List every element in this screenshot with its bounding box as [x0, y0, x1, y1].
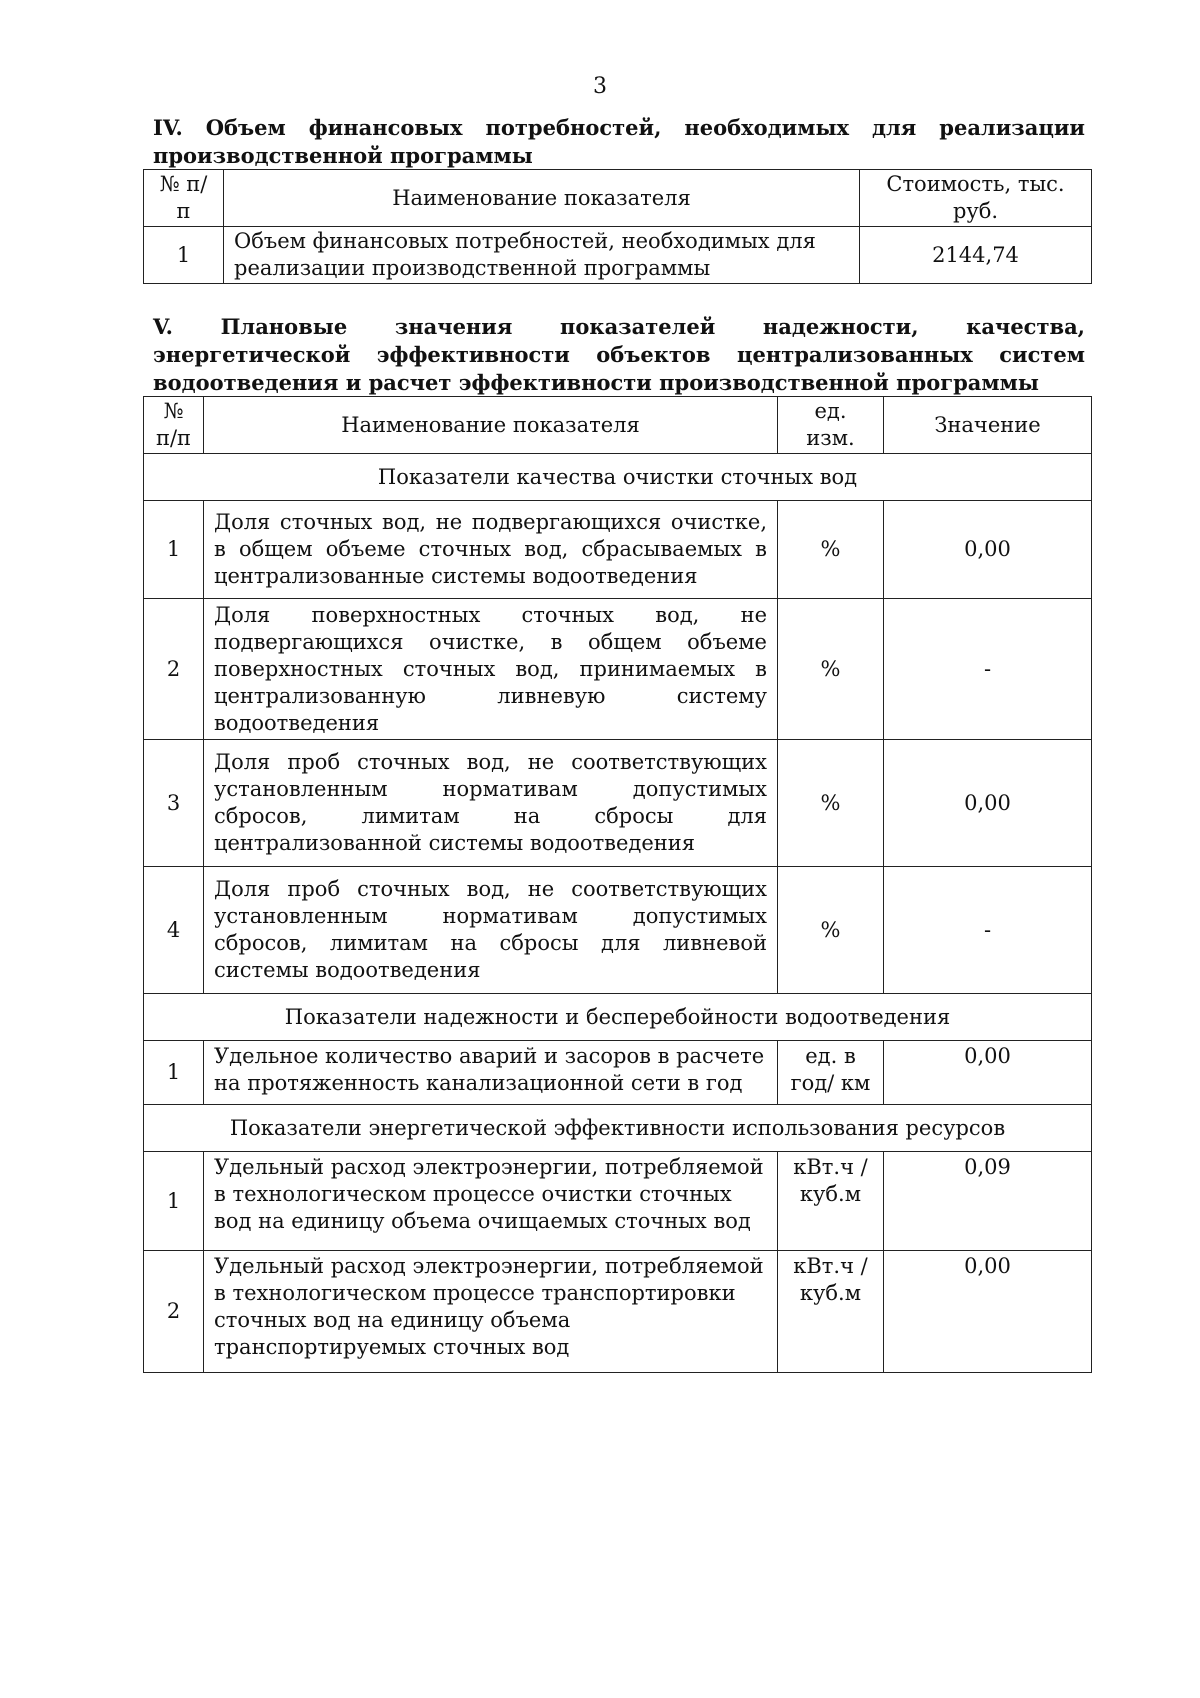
- row-value: -: [884, 599, 1092, 740]
- row-unit: кВт.ч / куб.м: [778, 1152, 884, 1251]
- table-header-row: [144, 170, 1092, 227]
- row-unit: кВт.ч / куб.м: [778, 1251, 884, 1373]
- section-5-title: V. Плановые значения показателей надежности, качества, энергетической эффективности объектов централизованных систем водоотведения и расчет эффективности производственной программы: [153, 314, 1085, 395]
- table-row: [144, 1251, 1092, 1373]
- row-name: Удельный расход электроэнергии, потребляемой в технологическом процессе очистки сточных вод на единицу объема очищаемых сточных вод: [204, 1152, 778, 1251]
- header-unit: ед. изм.: [778, 397, 884, 454]
- row-name: Доля проб сточных вод, не соответствующих установленным нормативам допустимых сбросов, лимитам на сбросы для централизованной системы водоотведения: [204, 740, 778, 867]
- header-value: Значение: [884, 397, 1092, 454]
- header-name: Наименование показателя: [224, 170, 860, 227]
- row-unit: %: [778, 599, 884, 740]
- row-num: 1: [144, 1152, 204, 1251]
- row-value: 0,09: [884, 1152, 1092, 1251]
- indicators-table: [143, 396, 1092, 1373]
- group-title: Показатели надежности и бесперебойности водоотведения: [144, 994, 1092, 1041]
- row-num: 4: [144, 867, 204, 994]
- row-unit: %: [778, 867, 884, 994]
- row-num: 2: [144, 1251, 204, 1373]
- table-row: [144, 1152, 1092, 1251]
- row-unit: %: [778, 740, 884, 867]
- row-value: 0,00: [884, 740, 1092, 867]
- row-num: 2: [144, 599, 204, 740]
- row-num: 3: [144, 740, 204, 867]
- table-row: [144, 599, 1092, 740]
- row-name: Удельный расход электроэнергии, потребляемой в технологическом процессе транспортировки сточных вод на единицу объема транспортируемых сточных вод: [204, 1251, 778, 1373]
- section-4-title: IV. Объем финансовых потребностей, необходимых для реализации производственной программы: [153, 115, 1085, 168]
- group-title: Показатели энергетической эффективности использования ресурсов: [144, 1105, 1092, 1152]
- row-value: 0,00: [884, 1041, 1092, 1105]
- row-unit: %: [778, 501, 884, 599]
- group-header-energy: [144, 1105, 1092, 1152]
- row-num: 1: [144, 1041, 204, 1105]
- row-name: Доля проб сточных вод, не соответствующих установленным нормативам допустимых сбросов, лимитам на сбросы для ливневой системы водоотведения: [204, 867, 778, 994]
- row-num: 1: [144, 227, 224, 284]
- row-unit: ед. в год/ км: [778, 1041, 884, 1105]
- group-header-quality: [144, 454, 1092, 501]
- table-header-row: [144, 397, 1092, 454]
- row-name: Доля поверхностных сточных вод, не подвергающихся очистке, в общем объеме поверхностных сточных вод, принимаемых в централизованную ливневую систему водоотведения: [204, 599, 778, 740]
- page-number: 3: [593, 74, 607, 99]
- row-cost: 2144,74: [860, 227, 1092, 284]
- row-name: Доля сточных вод, не подвергающихся очистке, в общем объеме сточных вод, сбрасываемых в централизованные системы водоотведения: [204, 501, 778, 599]
- table-row: [144, 1041, 1092, 1105]
- table-row: [144, 501, 1092, 599]
- header-num: № п/п: [144, 397, 204, 454]
- group-title: Показатели качества очистки сточных вод: [144, 454, 1092, 501]
- header-num: № п/п: [144, 170, 224, 227]
- row-value: 0,00: [884, 1251, 1092, 1373]
- row-value: 0,00: [884, 501, 1092, 599]
- table-row: [144, 867, 1092, 994]
- group-header-reliability: [144, 994, 1092, 1041]
- header-name: Наименование показателя: [204, 397, 778, 454]
- row-name: Объем финансовых потребностей, необходимых для реализации производственной программы: [224, 227, 860, 284]
- row-num: 1: [144, 501, 204, 599]
- table-row: [144, 227, 1092, 284]
- row-name: Удельное количество аварий и засоров в расчете на протяженность канализационной сети в год: [204, 1041, 778, 1105]
- header-cost: Стоимость, тыс. руб.: [860, 170, 1092, 227]
- financial-needs-table: [143, 169, 1092, 284]
- row-value: -: [884, 867, 1092, 994]
- table-row: [144, 740, 1092, 867]
